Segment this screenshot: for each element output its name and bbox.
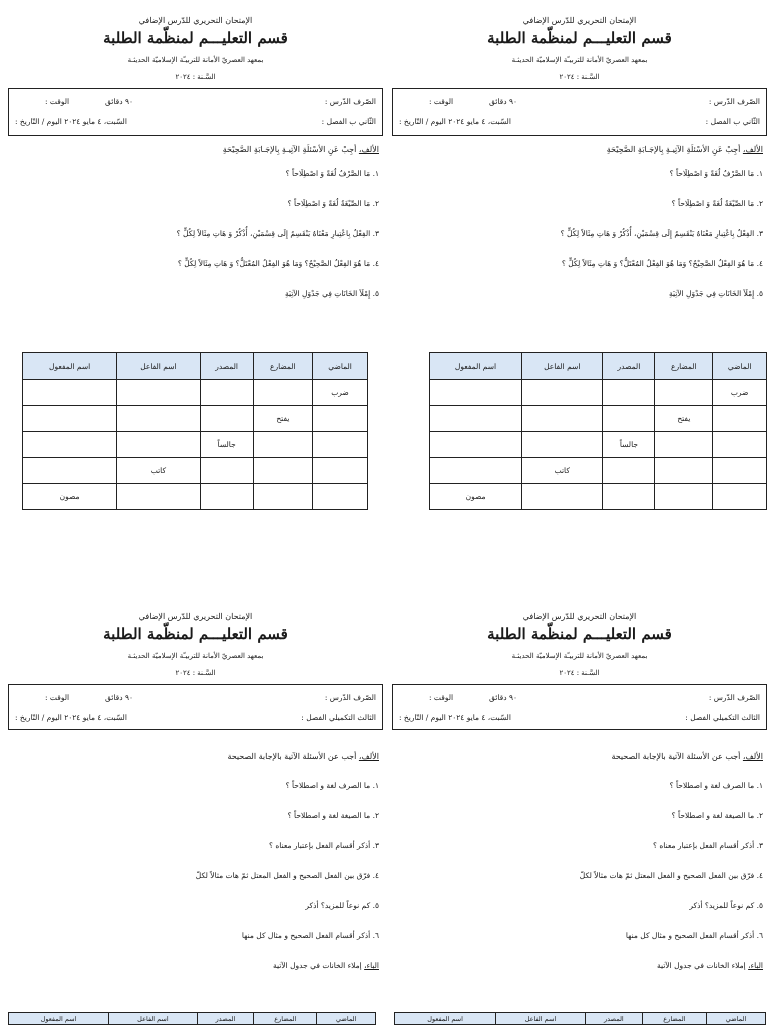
- col-ism-maful: اسم المفعول: [23, 353, 117, 380]
- question-4: ٤. فرّق بين الفعل الصحيح و الفعل المعتل ثمّ هات مثالاً لكلّ: [579, 871, 763, 880]
- duration-value: ٩٠ دقائق: [489, 97, 517, 106]
- instruction-prefix: الألف،: [742, 752, 763, 761]
- table-cell: [200, 484, 253, 510]
- instruction: [392, 145, 767, 154]
- duration-value: ٩٠ دقائق: [105, 693, 133, 702]
- time-label: الوقت :: [429, 693, 454, 702]
- table-cell: [253, 458, 312, 484]
- table-cell: [313, 432, 368, 458]
- table-cell: [23, 406, 117, 432]
- time-label: الوقت :: [45, 693, 70, 702]
- col-mudari: المضارع: [642, 1013, 706, 1025]
- table-cell: [713, 406, 767, 432]
- table-instruction-prefix: الباء،: [748, 961, 763, 970]
- instruction-prefix: الألف،: [742, 145, 763, 154]
- department-title: قسم التعليـــم لمنظّمة الطلبة: [103, 625, 288, 643]
- institute-name: بمعهد العصريّ الأمانة للتربيـّة الإسلاميّة الحديثـة: [511, 56, 648, 64]
- duration-value: ٩٠ دقائق: [489, 693, 517, 702]
- table-instruction: [392, 961, 767, 970]
- institute-name: بمعهد العصريّ الأمانة للتربيـّة الإسلاميّة الحديثـة: [511, 652, 648, 660]
- table-cell: مصون: [23, 484, 117, 510]
- table-cell: [430, 380, 522, 406]
- table-cell: [200, 458, 253, 484]
- table-cell: [603, 458, 655, 484]
- class-label: الثالث التكميلي الفصل :: [685, 713, 760, 722]
- table-cell: مصون: [430, 484, 522, 510]
- question-2: ٢. مَا الصِّيْغَةُ لُغَةً وَ اصْطِلَاحاً ؟: [287, 199, 379, 208]
- table-cell: كاتب: [117, 458, 200, 484]
- table-instruction-prefix: الباء،: [364, 961, 379, 970]
- question-2: ٢. مَا الصِّيْغَةُ لُغَةً وَ اصْطِلَاحاً ؟: [671, 199, 763, 208]
- department-title: قسم التعليـــم لمنظّمة الطلبة: [487, 625, 672, 643]
- table-cell: [655, 380, 713, 406]
- table-cell: [313, 484, 368, 510]
- question-2: ٢. ما الصيغة لغة و اصطلاحاً ؟: [287, 811, 379, 820]
- table-cell: جالساً: [603, 432, 655, 458]
- table-cell: كاتب: [522, 458, 603, 484]
- subject-label: الصّرف الدّرس :: [708, 693, 760, 702]
- table-cell: [603, 406, 655, 432]
- col-ism-maful: اسم المفعول: [9, 1013, 109, 1025]
- date-label: السّبت، ٤ مايو ٢٠٢٤ اليوم / التّاريخ :: [399, 713, 511, 722]
- table-instruction: [8, 961, 383, 970]
- table-cell: [522, 406, 603, 432]
- col-ism-fail: اسم الفاعل: [117, 353, 200, 380]
- year-label: السَّـنة : ٢٠٢٤: [559, 73, 600, 81]
- exam-info-box: [392, 684, 767, 730]
- table-cell: [23, 432, 117, 458]
- col-mudari: المضارع: [253, 353, 312, 380]
- exam-top-line: الإمتحان التحريري للدّرس الإضافي: [522, 612, 637, 621]
- instruction-prefix: الألف،: [358, 145, 379, 154]
- instruction-text: أجِبْ عَنِ الأسْئلَةِ الآتِيـةِ بِالإجَـابَةِ الصَّحِيْحَةِ: [222, 145, 357, 154]
- date-label: السّبت، ٤ مايو ٢٠٢٤ اليوم / التّاريخ :: [399, 117, 511, 126]
- fill-table-top-left: [22, 352, 368, 510]
- col-ism-fail: اسم الفاعل: [109, 1013, 198, 1025]
- instruction: [392, 752, 767, 761]
- col-masdar: المصدر: [197, 1013, 254, 1025]
- table-instruction-text: إملاء الخانات في جدول الآتية: [656, 961, 746, 970]
- table-cell: [23, 380, 117, 406]
- class-label: الثّاني ب الفصل :: [705, 117, 760, 126]
- exam-sheet-top-left: [8, 16, 383, 298]
- date-label: السّبت، ٤ مايو ٢٠٢٤ اليوم / التّاريخ :: [15, 117, 127, 126]
- table-cell: [200, 406, 253, 432]
- instruction-prefix: الألف،: [358, 752, 379, 761]
- fill-table-bottom-left: [8, 1012, 376, 1025]
- question-6: ٦. أذكر أقسام الفعل الصحيح و مثال كل منها: [625, 931, 763, 940]
- question-2: ٢. ما الصيغة لغة و اصطلاحاً ؟: [671, 811, 763, 820]
- table-cell: [522, 432, 603, 458]
- table-cell: [430, 406, 522, 432]
- table-cell: [713, 484, 767, 510]
- table-cell: يفتح: [655, 406, 713, 432]
- col-madi: الماضي: [706, 1013, 765, 1025]
- exam-top-line: الإمتحان التحريري للدّرس الإضافي: [522, 16, 637, 25]
- table-cell: [200, 380, 253, 406]
- institute-name: بمعهد العصريّ الأمانة للتربيـّة الإسلاميّة الحديثـة: [127, 652, 264, 660]
- department-title: قسم التعليـــم لمنظّمة الطلبة: [487, 29, 672, 47]
- table-cell: [603, 380, 655, 406]
- year-label: السَّـنة : ٢٠٢٤: [175, 73, 216, 81]
- year-label: السَّـنة : ٢٠٢٤: [175, 669, 216, 677]
- table-cell: [655, 458, 713, 484]
- table-cell: [117, 484, 200, 510]
- subject-label: الصّرف الدّرس :: [324, 693, 376, 702]
- table-cell: [713, 458, 767, 484]
- table-cell: [117, 406, 200, 432]
- question-1: ١. ما الصرف لغة و اصطلاحاً ؟: [669, 781, 763, 790]
- exam-top-line: الإمتحان التحريري للدّرس الإضافي: [138, 16, 253, 25]
- exam-info-box: [8, 88, 383, 136]
- institute-name: بمعهد العصريّ الأمانة للتربيـّة الإسلاميّة الحديثـة: [127, 56, 264, 64]
- question-4: ٤. مَا هُوَ الفِعْلُ الصَّحِيْحُ؟ وَمَا هُوَ الفِعْلُ المُعْتَلُّ؟ وَ هَاتِ مِثَالاً لِكُلٍّ ؟: [177, 259, 379, 268]
- fill-table-top-right: [429, 352, 767, 510]
- table-cell: [655, 484, 713, 510]
- question-5: ٥. إِمْلَأ الخَانَاتِ فِي جَدْوَلِ الآتِيَةِ: [668, 289, 763, 298]
- question-3: ٣. أذكر أقسام الفعل بإعتبار معناه ؟: [269, 841, 379, 850]
- question-1: ١. مَا الصَّرْفُ لُغَةً وَ اصْطِلَاحاً ؟: [669, 169, 763, 178]
- table-cell: [522, 484, 603, 510]
- question-5: ٥. كم نوعاً للمزيد؟ أذكر: [689, 901, 763, 910]
- duration-value: ٩٠ دقائق: [105, 97, 133, 106]
- question-3: ٣. الفِعْلُ بِاعْتِبارِ مَعْنَاهُ يَنْقَسِمُ إِلَى قِسْمَيْنِ، أُذْكُرْ وَ هَاتِ مِثَالاً لِكُلٍّ ؟: [560, 229, 763, 238]
- time-label: الوقت :: [45, 97, 70, 106]
- exam-top-line: الإمتحان التحريري للدّرس الإضافي: [138, 612, 253, 621]
- col-mudari: المضارع: [254, 1013, 317, 1025]
- instruction: [8, 145, 383, 154]
- exam-sheet-bottom-right: [392, 612, 767, 970]
- table-cell: [117, 432, 200, 458]
- col-ism-fail: اسم الفاعل: [496, 1013, 586, 1025]
- subject-label: الصّرف الدّرس :: [324, 97, 376, 106]
- table-cell: [253, 432, 312, 458]
- class-label: الثالث التكميلي الفصل :: [301, 713, 376, 722]
- col-ism-maful: اسم المفعول: [430, 353, 522, 380]
- year-label: السَّـنة : ٢٠٢٤: [559, 669, 600, 677]
- department-title: قسم التعليـــم لمنظّمة الطلبة: [103, 29, 288, 47]
- table-cell: [430, 458, 522, 484]
- question-4: ٤. فرّق بين الفعل الصحيح و الفعل المعتل ثمّ هات مثالاً لكلّ: [195, 871, 379, 880]
- question-5: ٥. كم نوعاً للمزيد؟ أذكر: [305, 901, 379, 910]
- col-masdar: المصدر: [585, 1013, 642, 1025]
- table-cell: [603, 484, 655, 510]
- col-madi: الماضي: [713, 353, 767, 380]
- table-cell: يفتح: [253, 406, 312, 432]
- table-cell: [253, 484, 312, 510]
- table-cell: ضرب: [313, 380, 368, 406]
- exam-sheet-top-right: [392, 16, 767, 298]
- table-cell: ضرب: [713, 380, 767, 406]
- instruction: [8, 752, 383, 761]
- question-1: ١. مَا الصَّرْفُ لُغَةً وَ اصْطِلَاحاً ؟: [285, 169, 379, 178]
- table-instruction-text: إملاء الخانات في جدول الآتية: [272, 961, 362, 970]
- col-madi: الماضي: [313, 353, 368, 380]
- col-masdar: المصدر: [603, 353, 655, 380]
- exam-sheet-bottom-left: [8, 612, 383, 970]
- class-label: الثّاني ب الفصل :: [321, 117, 376, 126]
- fill-table-bottom-right: [394, 1012, 766, 1025]
- question-3: ٣. أذكر أقسام الفعل بإعتبار معناه ؟: [653, 841, 763, 850]
- instruction-text: أجب عن الأسئلة الآتية بالإجابة الصحيحة: [227, 752, 357, 761]
- table-cell: [522, 380, 603, 406]
- time-label: الوقت :: [429, 97, 454, 106]
- col-mudari: المضارع: [655, 353, 713, 380]
- exam-info-box: [392, 88, 767, 136]
- table-cell: [655, 432, 713, 458]
- table-cell: [23, 458, 117, 484]
- instruction-text: أجِبْ عَنِ الأسْئلَةِ الآتِيـةِ بِالإجَـابَةِ الصَّحِيْحَةِ: [606, 145, 741, 154]
- question-6: ٦. أذكر أقسام الفعل الصحيح و مثال كل منها: [241, 931, 379, 940]
- table-cell: [253, 380, 312, 406]
- table-cell: [713, 432, 767, 458]
- subject-label: الصّرف الدّرس :: [708, 97, 760, 106]
- col-ism-maful: اسم المفعول: [395, 1013, 496, 1025]
- table-cell: جالساً: [200, 432, 253, 458]
- question-5: ٥. إِمْلَأ الخَانَاتِ فِي جَدْوَلِ الآتِيَةِ: [284, 289, 379, 298]
- question-4: ٤. مَا هُوَ الفِعْلُ الصَّحِيْحُ؟ وَمَا هُوَ الفِعْلُ المُعْتَلُّ؟ وَ هَاتِ مِثَالاً لِكُلٍّ ؟: [561, 259, 763, 268]
- question-1: ١. ما الصرف لغة و اصطلاحاً ؟: [285, 781, 379, 790]
- col-ism-fail: اسم الفاعل: [522, 353, 603, 380]
- question-3: ٣. الفِعْلُ بِاعْتِبارِ مَعْنَاهُ يَنْقَسِمُ إِلَى قِسْمَيْنِ، أُذْكُرْ وَ هَاتِ مِثَالاً لِكُلٍّ ؟: [176, 229, 379, 238]
- instruction-text: أجب عن الأسئلة الآتية بالإجابة الصحيحة: [611, 752, 741, 761]
- exam-info-box: [8, 684, 383, 730]
- col-masdar: المصدر: [200, 353, 253, 380]
- date-label: السّبت، ٤ مايو ٢٠٢٤ اليوم / التّاريخ :: [15, 713, 127, 722]
- col-madi: الماضي: [317, 1013, 376, 1025]
- table-cell: [313, 406, 368, 432]
- table-cell: [117, 380, 200, 406]
- table-cell: [313, 458, 368, 484]
- table-cell: [430, 432, 522, 458]
